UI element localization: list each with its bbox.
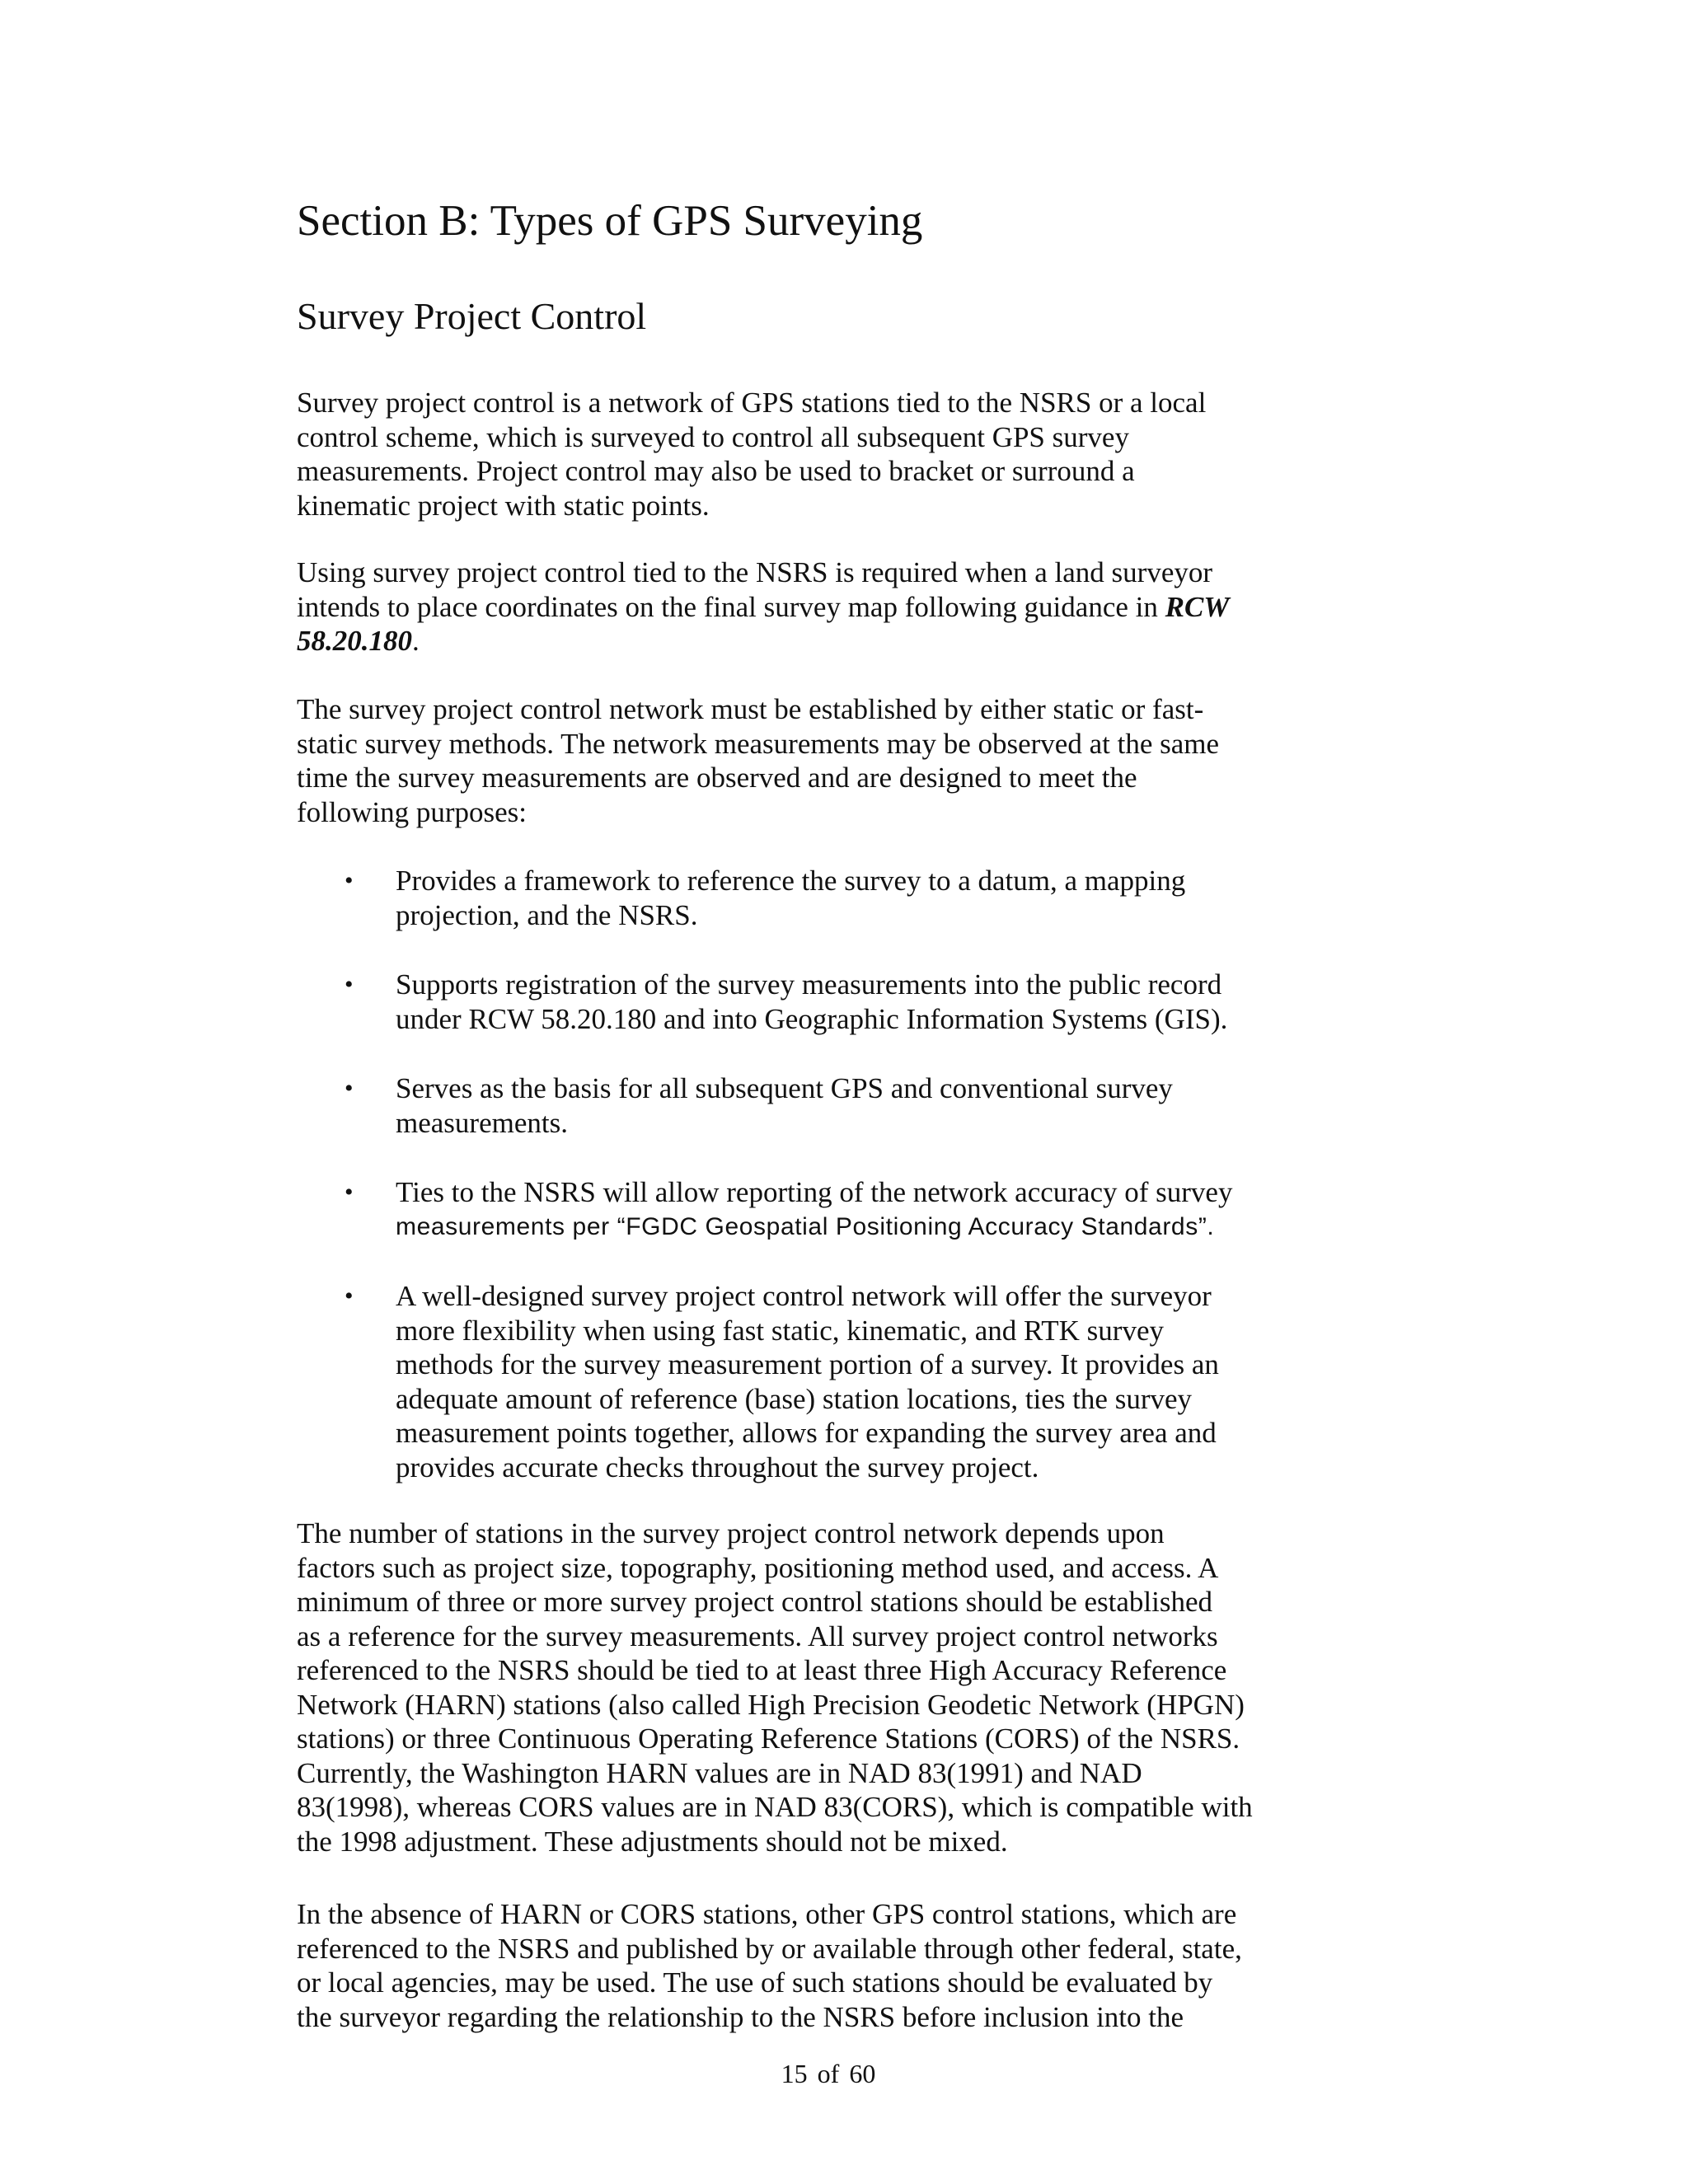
bullet-icon: •	[345, 1075, 354, 1102]
list-item-text	[396, 968, 1227, 1036]
list-item-line: measurements.	[396, 1106, 568, 1139]
bullet-icon: •	[345, 867, 354, 894]
list-item-line: Ties to the NSRS will allow reporting of the network accuracy of survey	[396, 1176, 1233, 1208]
list-item-line: methods for the survey measurement portion of a survey. It provides an	[396, 1348, 1219, 1380]
paragraph-line: or local agencies, may be used. The use of such stations should be evaluated by	[297, 1966, 1213, 1999]
paragraph-line: the surveyor regarding the relationship to the NSRS before inclusion into the	[297, 2000, 1184, 2033]
paragraph-line	[297, 590, 1393, 625]
list-item-line: A well-designed survey project control network will offer the surveyor	[396, 1280, 1212, 1312]
list-item-text	[396, 1071, 1173, 1140]
paragraph-line: kinematic project with static points.	[297, 489, 710, 522]
paragraph-line: as a reference for the survey measurements. All survey project control networks	[297, 1619, 1218, 1652]
list-item-line: measurements per “FGDC Geospatial Positioning Accuracy Standards”.	[396, 1212, 1215, 1240]
paragraph-line: static survey methods. The network measurements may be observed at the same	[297, 727, 1220, 760]
list-item-line: Serves as the basis for all subsequent GPS and conventional survey	[396, 1072, 1173, 1104]
list-item-line: adequate amount of reference (base) station locations, ties the survey	[396, 1382, 1193, 1415]
paragraph-line: time the survey measurements are observed and are designed to meet the	[297, 762, 1137, 794]
paragraph-nsrs-requirement	[297, 555, 1393, 658]
paragraph-line: minimum of three or more survey project control stations should be established	[297, 1586, 1213, 1618]
list-item-line: measurement points together, allows for expanding the survey area and	[396, 1417, 1217, 1449]
paragraph-network-methods	[297, 692, 1393, 829]
bullet-icon: •	[345, 1282, 354, 1310]
paragraph-line	[297, 624, 1393, 658]
paragraph-line: Currently, the Washington HARN values are in NAD 83(1991) and NAD	[297, 1756, 1142, 1789]
paragraph-line: referenced to the NSRS should be tied to at least three High Accuracy Reference	[297, 1654, 1227, 1686]
list-item-text	[396, 864, 1185, 932]
page-number: 15 of 60	[781, 2059, 876, 2088]
paragraph-station-count	[297, 1516, 1393, 1858]
list-item-line: under RCW 58.20.180 and into Geographic Information Systems (GIS).	[396, 1002, 1228, 1035]
paragraph-line: In the absence of HARN or CORS stations, other GPS control stations, which are	[297, 1898, 1237, 1930]
rcw-reference-number: 58.20.180	[297, 625, 412, 657]
paragraph-line: Network (HARN) stations (also called High Precision Geodetic Network (HPGN)	[297, 1688, 1245, 1721]
paragraph-line: Survey project control is a network of GPS stations tied to the NSRS or a local	[297, 387, 1207, 419]
bullet-icon: •	[345, 971, 354, 998]
list-item-line: Provides a framework to reference the survey to a datum, a mapping	[396, 865, 1186, 897]
paragraph-line: 83(1998), whereas CORS values are in NAD 83(CORS), which is compatible with	[297, 1791, 1253, 1823]
document-page	[297, 0, 1393, 2184]
list-item-text	[396, 1175, 1232, 1244]
bullet-icon: •	[345, 1179, 354, 1206]
rcw-reference: RCW	[1165, 590, 1230, 623]
subsection-title: Survey Project Control	[297, 295, 647, 337]
list-item-line: projection, and the NSRS.	[396, 898, 698, 931]
paragraph-line: The survey project control network must be established by either static or fast-	[297, 693, 1204, 725]
paragraph-line: control scheme, which is surveyed to control all subsequent GPS survey	[297, 420, 1129, 453]
paragraph-text: intends to place coordinates on the final survey map following guidance in	[297, 590, 1165, 623]
paragraph-project-control-definition	[297, 386, 1393, 523]
paragraph-line: factors such as project size, topography, positioning method used, and access. A	[297, 1551, 1219, 1584]
list-item-text	[396, 1279, 1219, 1484]
paragraph-text: .	[412, 625, 420, 657]
paragraph-line: referenced to the NSRS and published by or available through other federal, state,	[297, 1932, 1242, 1965]
list-item-line: Supports registration of the survey measurements into the public record	[396, 968, 1222, 1001]
list-item-line: provides accurate checks throughout the survey project.	[396, 1451, 1039, 1483]
paragraph-line: measurements. Project control may also be used to bracket or surround a	[297, 455, 1135, 487]
paragraph-line: The number of stations in the survey project control network depends upon	[297, 1517, 1165, 1549]
list-item-line: more flexibility when using fast static, kinematic, and RTK survey	[396, 1314, 1164, 1347]
paragraph-line: Using survey project control tied to the NSRS is required when a land surveyor	[297, 556, 1213, 588]
paragraph-line: stations) or three Continuous Operating Reference Stations (CORS) of the NSRS.	[297, 1722, 1240, 1755]
paragraph-line: following purposes:	[297, 795, 528, 828]
paragraph-line: the 1998 adjustment. These adjustments should not be mixed.	[297, 1825, 1008, 1858]
paragraph-alternate-stations	[297, 1897, 1393, 2034]
section-title: Section B: Types of GPS Surveying	[297, 197, 923, 245]
